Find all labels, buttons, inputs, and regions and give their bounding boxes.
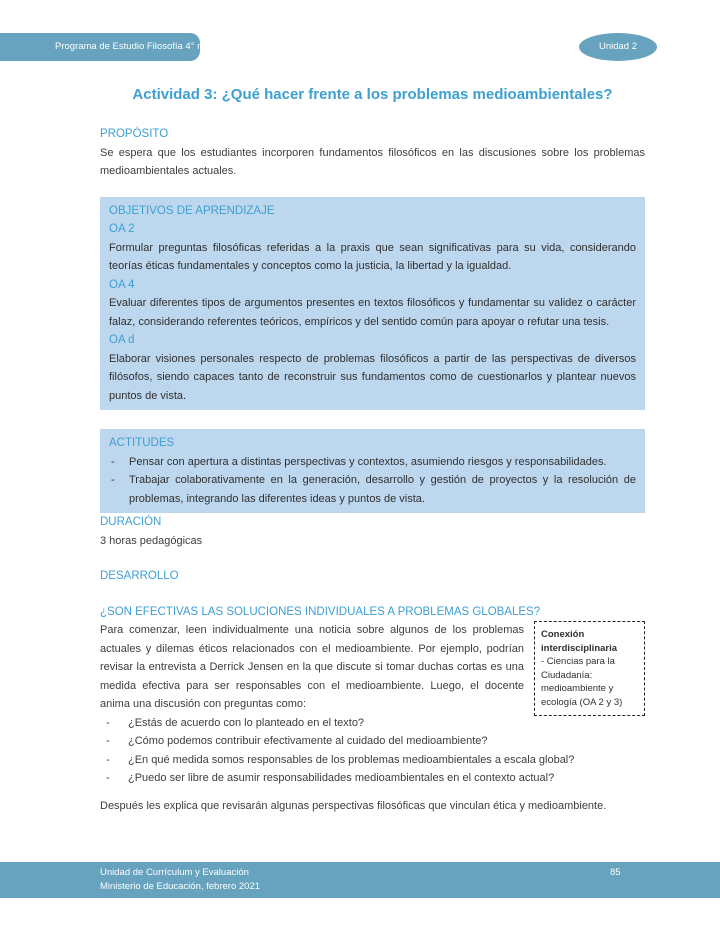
actitud-item [109, 453, 636, 472]
question-item [100, 769, 645, 788]
question-text: ¿En qué medida somos responsables de los problemas medioambientales a escala global? [128, 753, 575, 766]
oa-text: Formular preguntas filosóficas referidas a la praxis que sean significativas para su vida, considerando teorías éticas fundamentales y conceptos como la justicia, la libertad y la igualdad. [109, 241, 636, 272]
connection-box-title: Conexión interdisciplinaria [541, 629, 618, 654]
actitud-text: Trabajar colaborativamente en la generación, desarrollo y gestión de proyectos y la resolución de problemas, integrando las diferentes ideas y puntos de vista. [129, 474, 636, 505]
question-item [100, 732, 645, 751]
actitud-text: Pensar con apertura a distintas perspectivas y contextos, asumiendo riesgos y responsabilidades. [129, 455, 607, 468]
oa-item [109, 331, 636, 405]
section-heading: ¿SON EFECTIVAS LAS SOLUCIONES INDIVIDUALES A PROBLEMAS GLOBALES? [100, 605, 541, 618]
activity-title: Actividad 3: ¿Qué hacer frente a los problemas medioambientales? [132, 86, 613, 103]
question-text: ¿Estás de acuerdo con lo planteado en el texto? [128, 716, 365, 729]
page-content [100, 0, 645, 815]
proposito-text: Se espera que los estudiantes incorporen fundamentos filosóficos en las discusiones sobre los problemas medioambientales actuales. [100, 146, 645, 177]
dash-bullet: - [106, 772, 110, 784]
oa-code: OA 2 [109, 223, 135, 235]
proposito-heading: PROPÓSITO [100, 128, 169, 140]
desarrollo-heading: DESARROLLO [100, 570, 179, 582]
duracion-text: 3 horas pedagógicas [100, 534, 203, 547]
question-item [100, 751, 645, 770]
objetivos-box [100, 197, 645, 411]
oa-text: Evaluar diferentes tipos de argumentos presentes en textos filosóficos y fundamentar su validez o carácter falaz, considerando referentes teóricos, empíricos y del sentido común para apoyar o refutar una tesis. [109, 297, 636, 328]
question-text: ¿Cómo podemos contribuir efectivamente al cuidado del medioambiente? [128, 735, 488, 747]
objetivos-heading: OBJETIVOS DE APRENDIZAJE [109, 204, 275, 217]
oa-text: Elaborar visiones personales respecto de problemas filosóficos a partir de las perspectivas de diversos filósofos, siendo capaces tanto de reconstruir sus fundamentos como de cuestionarlos y plantear nuevos puntos de vista. [109, 352, 636, 402]
oa-code: OA 4 [109, 278, 135, 291]
intro-paragraph: Para comenzar, leen individualmente una noticia sobre algunos de los problemas actuales y dilemas éticos relacionados con el medioambiente. Por ejemplo, podrían revisar la entrevista a Derrick Jensen en la que discute si tomar duchas cortas es una medida efectiva para ser responsables con el medioambiente. Luego, el docente anima una discusión con preguntas como: [100, 624, 524, 710]
intro-block [100, 621, 645, 788]
unit-badge-label: Unidad 2 [598, 41, 638, 52]
dash-bullet: - [106, 753, 110, 766]
oa-code: OA d [109, 334, 135, 346]
dash-bullet: - [111, 455, 115, 468]
duracion-heading: DURACIÓN [100, 516, 162, 528]
question-item [100, 714, 645, 733]
closing-paragraph: Después les explica que revisarán algunas perspectivas filosóficas que vinculan ética y medioambiente. [100, 799, 607, 812]
program-banner-label: Programa de Estudio Filosofía 4° medio [55, 41, 224, 52]
interdisciplinary-connection-box [534, 621, 645, 716]
page-footer [0, 862, 720, 898]
actitudes-box [100, 429, 645, 513]
actitud-item [109, 471, 636, 508]
oa-item [109, 220, 636, 276]
dash-bullet: - [106, 735, 110, 747]
dash-bullet: - [106, 716, 110, 729]
page-number: 85 [610, 867, 621, 878]
oa-item [109, 276, 636, 332]
actitudes-heading: ACTITUDES [109, 437, 175, 449]
connection-box-text: - Ciencias para la Ciudadanía: medioambiente y ecología (OA 2 y 3) [541, 656, 623, 708]
footer-line2: Ministerio de Educación, febrero 2021 [100, 881, 261, 892]
dash-bullet: - [111, 474, 115, 486]
footer-line1: Unidad de Currículum y Evaluación [100, 867, 249, 878]
question-text: ¿Puedo ser libre de asumir responsabilidades medioambientales en el contexto actual? [128, 772, 555, 784]
